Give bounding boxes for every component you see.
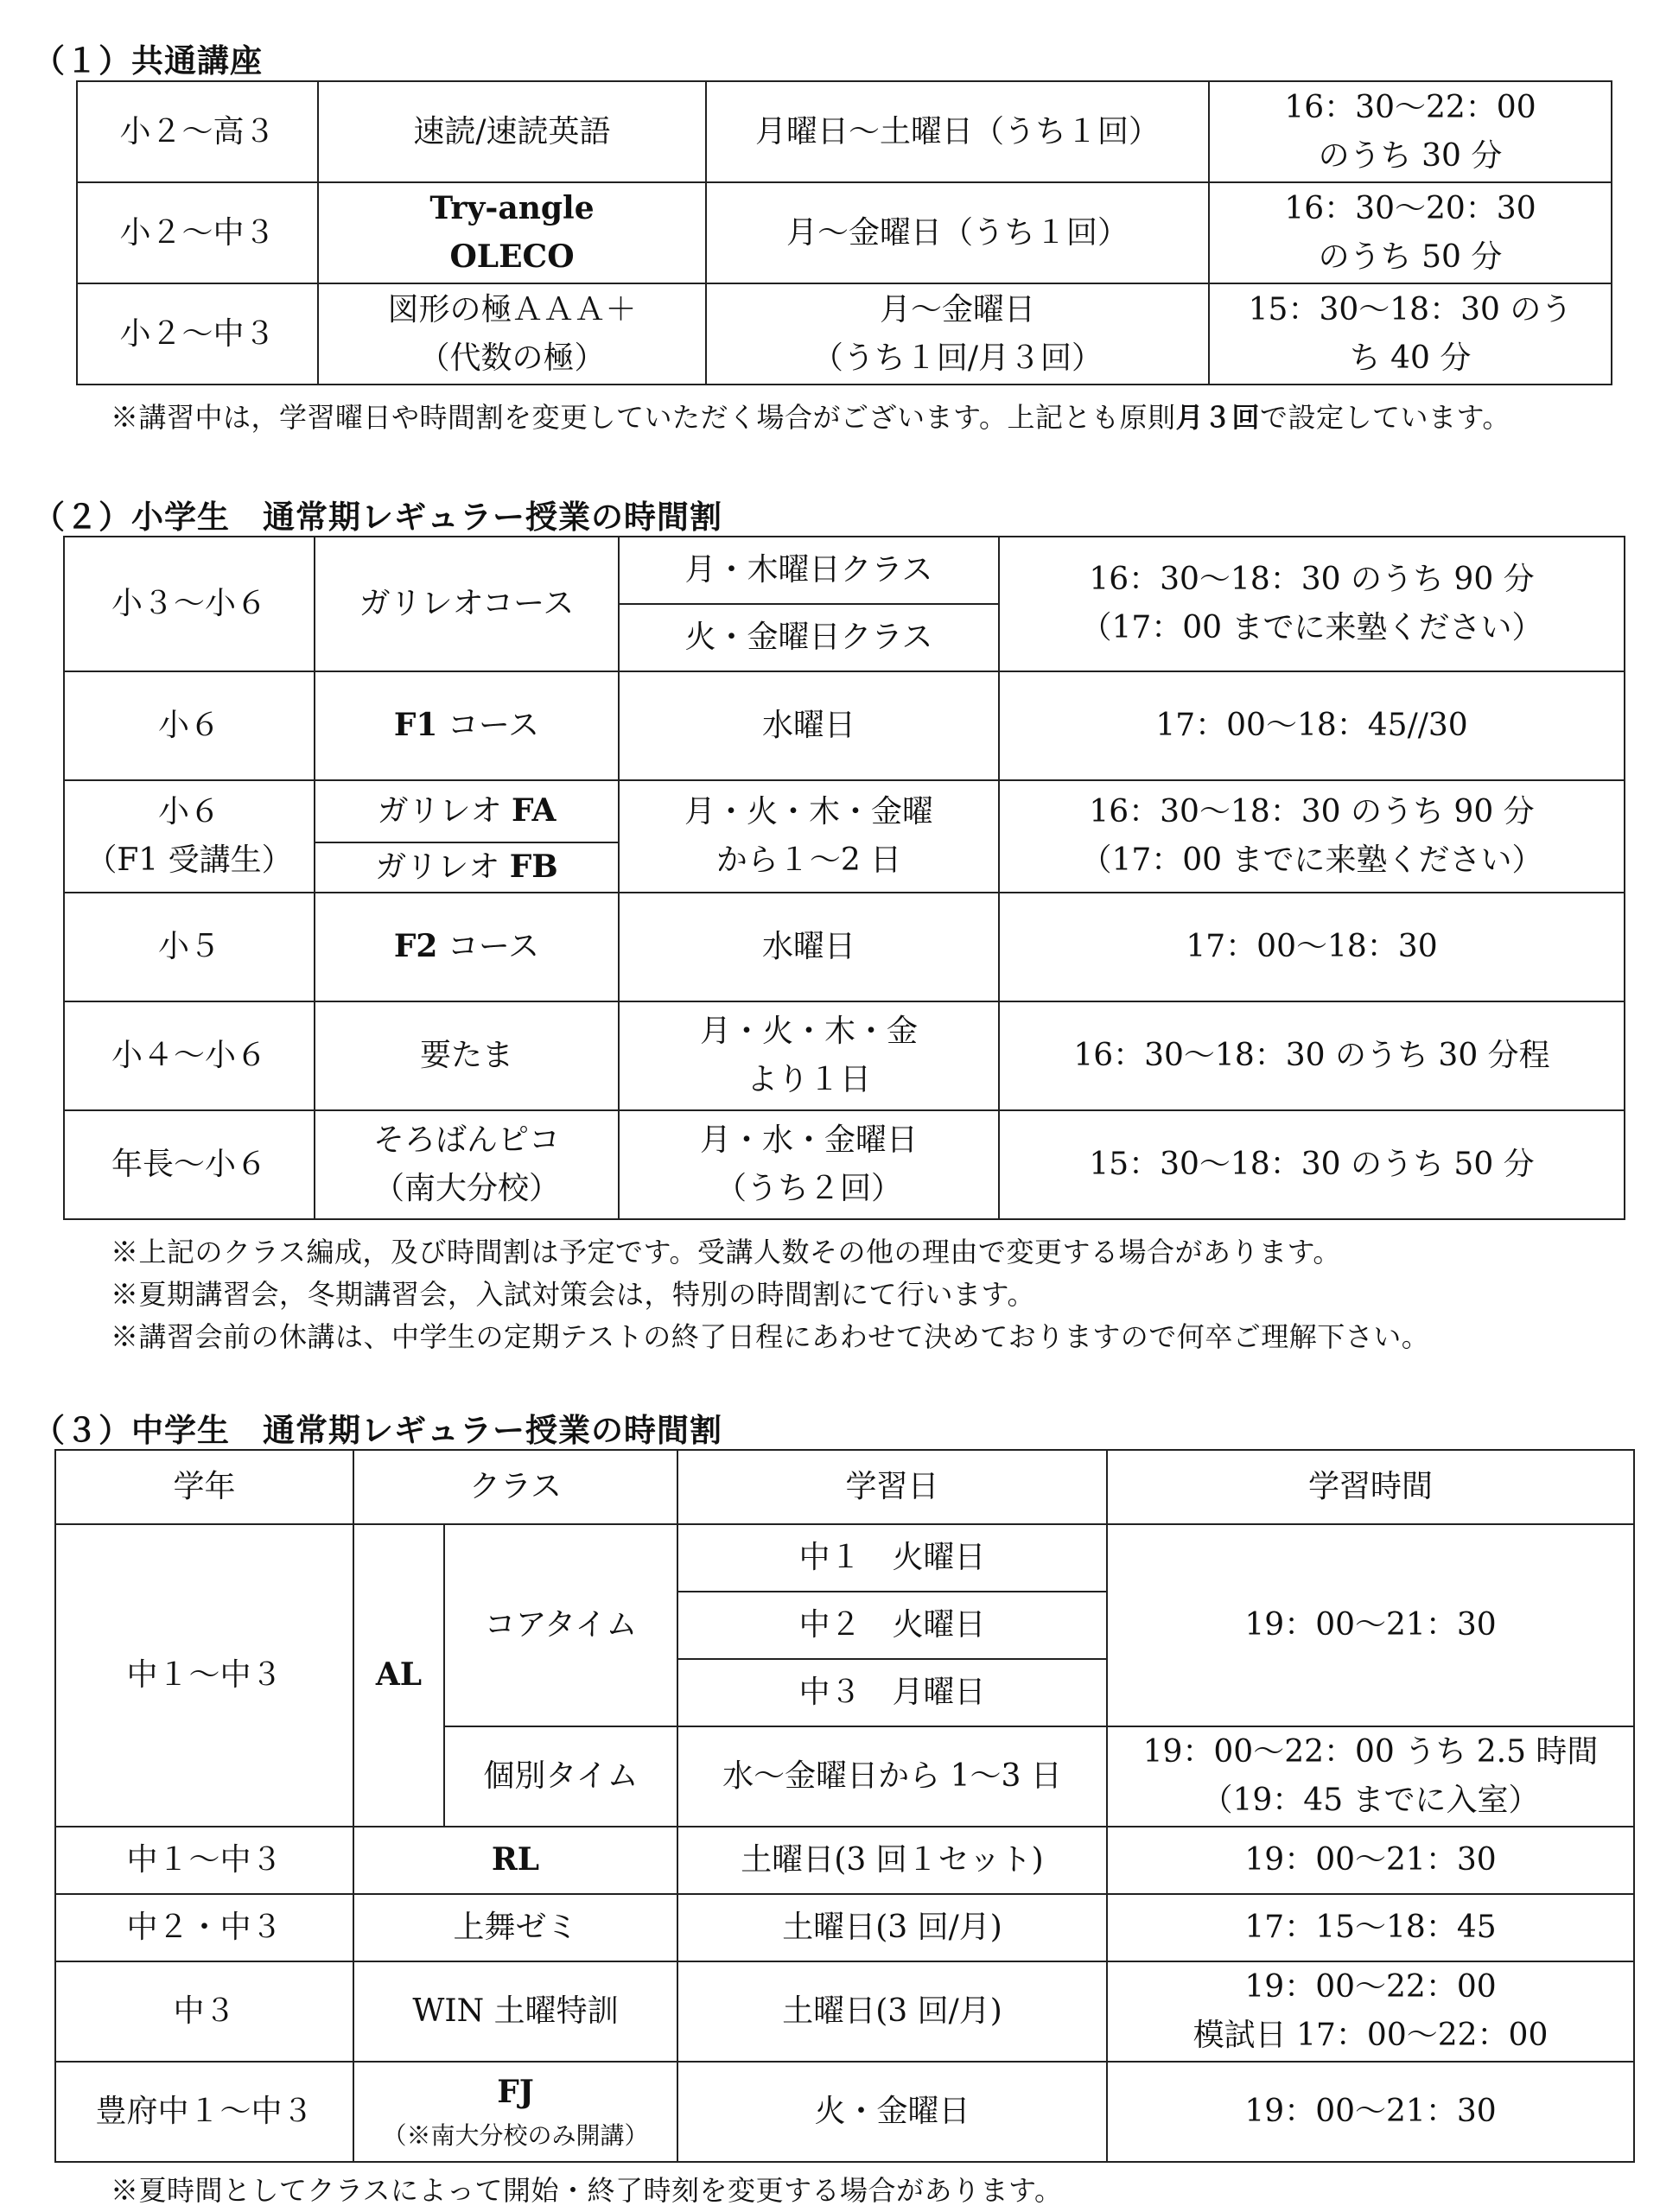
table-row [77,283,1612,385]
common-course-table [76,80,1612,385]
time-cell: 15：30〜18：30 のうち 50 分 [999,1110,1625,1219]
days-cell: 中２ 火曜日 [677,1592,1107,1659]
course-cell: F1 コース [315,671,619,780]
table-row [77,182,1612,283]
grade-cell: 小６ [64,671,315,780]
time-cell: 15：30〜18：30 のう ち 40 分 [1209,283,1612,385]
days-cell: 中１ 火曜日 [677,1524,1107,1592]
table-row [77,81,1612,182]
days-cell: 火・金曜日クラス [619,604,999,671]
grade-cell: 中１〜中３ [55,1524,353,1827]
course-cell: Try-angle OLECO [318,182,706,283]
section3-heading: （３）中学生 通常期レギュラー授業の時間割 [33,1412,722,1449]
time-cell: 17：15〜18：45 [1107,1894,1634,1961]
table-row [64,671,1625,780]
class-cell: AL [353,1524,444,1827]
grade-cell: 小５ [64,893,315,1001]
time-cell: 19：00〜21：30 [1107,1524,1634,1726]
course-cell: 要たま [315,1001,619,1110]
grade-cell: 中３ [55,1961,353,2062]
days-cell: 火・金曜日 [677,2062,1107,2162]
table-row [64,780,1625,842]
course-cell: ガリレオ FA [315,780,619,842]
course-cell: ガリレオ FB [315,842,619,893]
time-cell: 19：00〜22：00 うち 2.5 時間 （19：45 までに入室） [1107,1726,1634,1827]
time-cell: 17：00〜18：30 [999,893,1625,1001]
column-header: 学年 [55,1450,353,1524]
time-cell: 16：30〜22：00 のうち 30 分 [1209,81,1612,182]
course-cell: そろばんピコ （南大分校） [315,1110,619,1219]
days-cell: 水曜日 [619,671,999,780]
subclass-cell: 個別タイム [444,1726,677,1827]
section1-note: ※講習中は，学習曜日や時間割を変更していただく場合がございます。上記とも原則月３回で設定しています。 [111,401,1510,434]
table-row [55,2062,1634,2162]
days-cell: 月・木曜日クラス [619,537,999,604]
course-cell: F2 コース [315,893,619,1001]
column-header: クラス [353,1450,677,1524]
time-cell: 19：00〜21：30 [1107,1827,1634,1894]
course-cell: 速読/速読英語 [318,81,706,182]
time-cell: 16：30〜18：30 のうち 90 分 （17：00 までに来塾ください） [999,780,1625,893]
days-cell: 月・火・木・金 より１日 [619,1001,999,1110]
class-cell: WIN 土曜特訓 [353,1961,677,2062]
table-row [64,1110,1625,1219]
grade-cell: 年長〜小６ [64,1110,315,1219]
time-cell: 19：00〜21：30 [1107,2062,1634,2162]
class-cell: FJ （※南大分校のみ開講） [353,2062,677,2162]
class-cell: 上舞ゼミ [353,1894,677,1961]
days-cell: 月・火・木・金曜 から１〜2 日 [619,780,999,893]
table-row [55,1524,1634,1592]
table-row [55,1894,1634,1961]
time-cell: 16：30〜18：30 のうち 30 分程 [999,1001,1625,1110]
days-cell: 月〜金曜日（うち１回） [706,182,1209,283]
grade-cell: 中２・中３ [55,1894,353,1961]
table-row [55,1961,1634,2062]
days-cell: 土曜日(3 回１セット) [677,1827,1107,1894]
table-row [64,1001,1625,1110]
days-cell: 月〜金曜日 （うち１回/月３回） [706,283,1209,385]
grade-cell: 豊府中１〜中３ [55,2062,353,2162]
time-cell: 19：00〜22：00 模試日 17：00〜22：00 [1107,1961,1634,2062]
grade-cell: 小６ （F1 受講生） [64,780,315,893]
grade-cell: 中１〜中３ [55,1827,353,1894]
time-cell: 16：30〜18：30 のうち 90 分 （17：00 までに来塾ください） [999,537,1625,671]
section3-note: ※夏時間としてクラスによって開始・終了時刻を変更する場合があります。 [111,2174,1063,2207]
table-row [55,1827,1634,1894]
days-cell: 土曜日(3 回/月) [677,1961,1107,2062]
section2-note: ※上記のクラス編成，及び時間割は予定です。受講人数その他の理由で変更する場合があります。 [111,1236,1341,1268]
table-row [64,537,1625,604]
subclass-cell: コアタイム [444,1524,677,1726]
course-cell: ガリレオコース [315,537,619,671]
days-cell: 月・水・金曜日 （うち２回） [619,1110,999,1219]
days-cell: 月曜日〜土曜日（うち１回） [706,81,1209,182]
days-cell: 水曜日 [619,893,999,1001]
time-cell: 17：00〜18：45//30 [999,671,1625,780]
section1-heading: （１）共通講座 [33,42,263,79]
column-header: 学習時間 [1107,1450,1634,1524]
days-cell: 中３ 月曜日 [677,1659,1107,1726]
table-header-row [55,1450,1634,1524]
time-cell: 16：30〜20：30 のうち 50 分 [1209,182,1612,283]
grade-cell: 小４〜小６ [64,1001,315,1110]
days-cell: 水〜金曜日から 1〜3 日 [677,1726,1107,1827]
table-row [64,893,1625,1001]
class-cell: RL [353,1827,677,1894]
section2-heading: （２）小学生 通常期レギュラー授業の時間割 [33,499,722,536]
grade-cell: 小２〜中３ [77,182,318,283]
grade-cell: 小３〜小６ [64,537,315,671]
course-cell: 図形の極ＡＡＡ＋ （代数の極） [318,283,706,385]
days-cell: 土曜日(3 回/月) [677,1894,1107,1961]
section2-note: ※夏期講習会，冬期講習会，入試対策会は，特別の時間割にて行います。 [111,1278,1035,1311]
grade-cell: 小２〜高３ [77,81,318,182]
column-header: 学習日 [677,1450,1107,1524]
elementary-schedule-table [63,536,1625,1220]
section2-note: ※講習会前の休講は、中学生の定期テストの終了日程にあわせて決めておりますので何卒ご理解下さい。 [111,1320,1430,1353]
grade-cell: 小２〜中３ [77,283,318,385]
junior-high-schedule-table [54,1449,1635,2163]
